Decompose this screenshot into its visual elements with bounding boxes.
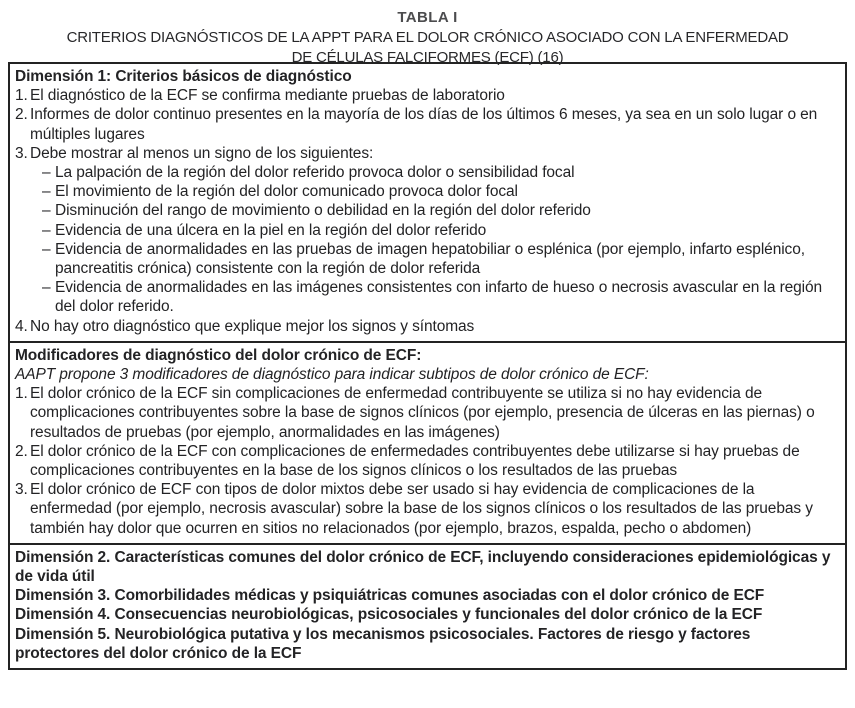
dimension-line: Dimensión 5. Neurobiológica putativa y los mecanismos psicosociales. Factores de riesgo y factores protectores del dolor crónico de la ECF — [15, 625, 751, 662]
table-caption-line1: CRITERIOS DIAGNÓSTICOS DE LA APPT PARA EL DOLOR CRÓNICO ASOCIADO CON LA ENFERMEDAD — [66, 29, 789, 46]
criterion-item — [15, 317, 837, 336]
dash-bullet: – — [42, 202, 51, 220]
modifier-item — [15, 480, 837, 538]
dash-bullet: – — [42, 221, 51, 239]
dash-bullet: – — [42, 279, 51, 297]
sign-text: La palpación de la región del dolor referido provoca dolor o sensibilidad focal — [55, 164, 575, 182]
dimension-line: Dimensión 2. Características comunes del dolor crónico de ECF, incluyendo consideraciones epidemiológicas y de vida útil — [15, 548, 831, 586]
section-modifiers — [10, 341, 845, 543]
sign-item — [42, 163, 837, 182]
item-number: 1. — [15, 385, 28, 403]
sign-text: El movimiento de la región del dolor comunicado provoca dolor focal — [55, 183, 518, 201]
dash-bullet: – — [42, 240, 51, 258]
sign-text: Evidencia de anormalidades en las pruebas de imagen hepatobiliar o esplénica (por ejemplo, infarto esplénico, pancreatitis crónica) consistente con la región de dolor referida — [55, 240, 805, 278]
sign-item — [42, 201, 837, 220]
modifiers-intro: AAPT propone 3 modificadores de diagnóstico para indicar subtipos de dolor crónico de ECF: — [15, 366, 649, 384]
table-label: TABLA I — [397, 9, 458, 26]
section-dimensions-2-5 — [10, 543, 845, 668]
item-number: 3. — [15, 481, 28, 499]
item-text: El diagnóstico de la ECF se confirma mediante pruebas de laboratorio — [30, 87, 505, 105]
dash-bullet: – — [42, 183, 51, 201]
item-number: 4. — [15, 317, 28, 335]
sign-item — [42, 240, 837, 278]
sign-item — [42, 278, 837, 316]
sign-item — [42, 221, 837, 240]
item-text: El dolor crónico de la ECF con complicaciones de enfermedades contribuyentes debe utilizarse si hay pruebas de complicaciones contribuyentes en la base de los signos clínicos o los resultados de las pruebas — [30, 442, 800, 480]
item-number: 2. — [15, 106, 28, 124]
signs-list — [42, 163, 837, 317]
item-text: El dolor crónico de la ECF sin complicaciones de enfermedad contribuyente se utiliza si no hay evidencia de complicaciones contribuyentes sobre la base de signos clínicos (por ejemplo, presencia de úlceras en las piernas) o resultados de pruebas (por ejemplo, anormalidades en las imágenes) — [30, 385, 815, 441]
criterion-item — [15, 105, 837, 143]
item-text: El dolor crónico de ECF con tipos de dolor mixtos debe ser usado si hay evidencia de complicaciones de la enfermedad (por ejemplo, necrosis avascular) sobre la base de los signos clínicos o los resultados de las pruebas y también hay dolor que ocurren en sitios no relacionados (por ejemplo, brazos, espalda, pecho o abdomen) — [30, 481, 813, 537]
criteria-table — [8, 62, 847, 670]
item-number: 2. — [15, 442, 28, 460]
item-number: 1. — [15, 87, 28, 105]
section-heading: Modificadores de diagnóstico del dolor crónico de ECF: — [15, 346, 422, 364]
modifier-item — [15, 384, 837, 442]
modifier-item — [15, 442, 837, 480]
criterion-item — [15, 86, 837, 105]
table-title-block — [0, 0, 855, 66]
item-text: Informes de dolor continuo presentes en la mayoría de los días de los últimos 6 meses, ya sea en un solo lugar o en múltiples lugares — [30, 106, 818, 143]
item-text: No hay otro diagnóstico que explique mejor los signos y síntomas — [30, 317, 475, 335]
sign-text: Evidencia de una úlcera en la piel en la región del dolor referido — [55, 221, 487, 239]
sign-text: Evidencia de anormalidades en las imágenes consistentes con infarto de hueso o necrosis avascular en la región del dolor referido. — [55, 279, 823, 316]
item-text: Debe mostrar al menos un signo de los siguientes: — [30, 144, 374, 162]
section-dimension-1 — [10, 64, 845, 341]
section-heading: Dimensión 1: Criterios básicos de diagnóstico — [15, 68, 352, 85]
criterion-item — [15, 144, 837, 163]
sign-item — [42, 182, 837, 201]
dash-bullet: – — [42, 164, 51, 182]
dimension-line: Dimensión 4. Consecuencias neurobiológicas, psicosociales y funcionales del dolor crónico de la ECF — [15, 606, 763, 624]
item-number: 3. — [15, 144, 28, 162]
sign-text: Disminución del rango de movimiento o debilidad en la región del dolor referido — [55, 202, 591, 220]
table-caption-line2: DE CÉLULAS FALCIFORMES (ECF) (16) — [291, 49, 564, 66]
dimension-line: Dimensión 3. Comorbilidades médicas y psiquiátricas comunes asociadas con el dolor crónico de ECF — [15, 587, 765, 605]
